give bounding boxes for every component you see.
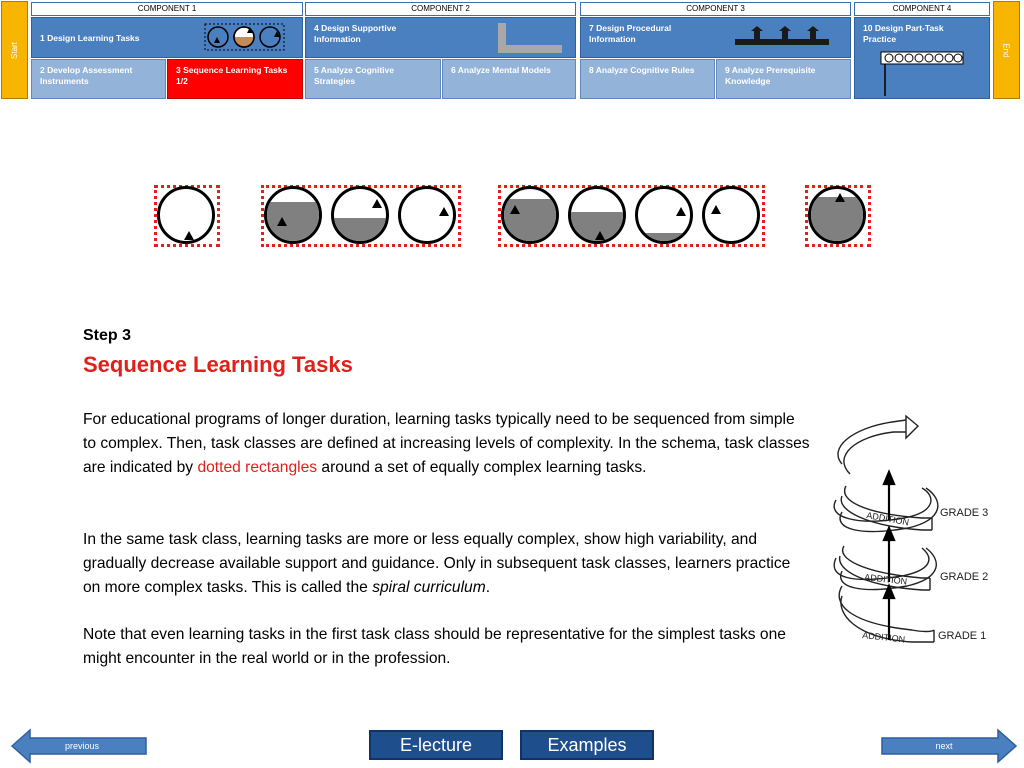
- step-3-sequence-learning-tasks[interactable]: [167, 59, 303, 99]
- learning-task-circle: [157, 186, 215, 244]
- step-7-label: 7 Design Procedural Information: [589, 23, 672, 44]
- grade-1-label: GRADE 1: [938, 630, 987, 642]
- step-2-develop-assessment[interactable]: [31, 59, 166, 99]
- step-1-design-learning-tasks[interactable]: [31, 17, 303, 58]
- step-10-label: 10 Design Part-Task Practice: [863, 23, 944, 44]
- step-4-label: 4 Design Supportive Information: [314, 23, 397, 44]
- triangle-icon: [372, 199, 382, 208]
- spiral-curriculum-term: spiral curriculum: [372, 579, 486, 596]
- learning-task-circle: [808, 186, 866, 244]
- paragraph-1-text: For educational programs of longer duration, learning tasks typically need to be sequenced from simple to complex. Then, task classes are defined at increasing levels of complexity. In the schema, task classes are indicated by: [83, 411, 810, 476]
- step-6-analyze-mental-models[interactable]: [442, 59, 576, 99]
- learning-task-circle: [331, 186, 389, 244]
- step-8-label: 8 Analyze Cognitive Rules: [589, 65, 695, 75]
- dotted-rectangles-highlight: dotted rectangles: [197, 459, 318, 476]
- end-button[interactable]: [993, 1, 1020, 99]
- support-level-fill: [334, 218, 386, 241]
- grade-3-label: GRADE 3: [940, 507, 989, 519]
- learning-task-circle: [264, 186, 322, 244]
- band-label-2: ADDITION: [863, 572, 908, 587]
- triangle-icon: [676, 207, 686, 216]
- examples-button[interactable]: Examples: [520, 730, 654, 760]
- step-9-analyze-prerequisite-knowledge[interactable]: [716, 59, 851, 99]
- procedural-information-icon: [733, 26, 833, 50]
- component-1-header: COMPONENT 1: [31, 2, 303, 16]
- step-8-analyze-cognitive-rules[interactable]: [580, 59, 715, 99]
- step-3-label: 3 Sequence Learning Tasks 1/2: [176, 65, 288, 86]
- spiral-curriculum-illustration: [822, 408, 1012, 648]
- supportive-information-icon: [496, 21, 566, 55]
- step-1-label: 1 Design Learning Tasks: [40, 33, 140, 43]
- learning-task-circle: [398, 186, 456, 244]
- step-4-design-supportive-information[interactable]: [305, 17, 576, 58]
- triangle-icon: [277, 217, 287, 226]
- task-classes-mini-icon: [204, 23, 314, 53]
- component-navigation: [0, 0, 1024, 101]
- part-task-practice-icon: [879, 50, 967, 98]
- step-9-label: 9 Analyze Prerequisite Knowledge: [725, 65, 816, 86]
- step-6-label: 6 Analyze Mental Models: [451, 65, 551, 75]
- triangle-icon: [835, 193, 845, 202]
- paragraph-2: [83, 528, 811, 600]
- paragraph-1: [83, 408, 811, 480]
- triangle-icon: [184, 231, 194, 240]
- support-level-fill: [811, 197, 863, 241]
- paragraph-3: Note that even learning tasks in the first task class should be representative for the simplest tasks one might encounter in the real world or in the profession.: [83, 626, 786, 667]
- grade-2-label: GRADE 2: [940, 571, 989, 583]
- learning-task-circle: [501, 186, 559, 244]
- triangle-icon: [711, 205, 721, 214]
- band-label-3: ADDITION: [865, 510, 910, 528]
- support-level-fill: [638, 233, 690, 241]
- e-lecture-button[interactable]: E-lecture: [369, 730, 503, 760]
- step-5-analyze-cognitive-strategies[interactable]: [305, 59, 441, 99]
- page-title: Sequence Learning Tasks: [83, 352, 353, 377]
- paragraph-2-text: In the same task class, learning tasks are more or less equally complex, show high variability, and gradually decrease available support and guidance. Only in subsequent task classes, learners practice on more complex tasks. This is called the: [83, 531, 791, 596]
- step-number: Step 3: [83, 327, 132, 344]
- end-label: End: [1001, 42, 1011, 58]
- band-label-1: ADDITION: [861, 630, 906, 645]
- paragraph-2-end: .: [485, 579, 491, 596]
- learning-task-circle: [568, 186, 626, 244]
- previous-label: previous: [64, 741, 100, 751]
- component-3-header: COMPONENT 3: [580, 2, 851, 16]
- component-4-header: COMPONENT 4: [854, 2, 990, 16]
- step-10-design-part-task-practice[interactable]: [854, 17, 990, 99]
- step-5-label: 5 Analyze Cognitive Strategies: [314, 65, 394, 86]
- triangle-icon: [439, 207, 449, 216]
- learning-task-circle: [702, 186, 760, 244]
- start-label: Start: [10, 41, 19, 59]
- triangle-icon: [595, 231, 605, 240]
- paragraph-1-end: around a set of equally complex learning tasks.: [317, 459, 647, 476]
- learning-task-circle: [635, 186, 693, 244]
- previous-button[interactable]: [10, 728, 148, 764]
- component-2-header: COMPONENT 2: [305, 2, 576, 16]
- support-level-fill: [267, 202, 319, 241]
- step-2-label: 2 Develop Assessment Instruments: [40, 65, 133, 86]
- next-label: next: [935, 741, 953, 751]
- triangle-icon: [510, 205, 520, 214]
- next-button[interactable]: [880, 728, 1018, 764]
- start-button[interactable]: [1, 1, 28, 99]
- step-7-design-procedural-information[interactable]: [580, 17, 851, 58]
